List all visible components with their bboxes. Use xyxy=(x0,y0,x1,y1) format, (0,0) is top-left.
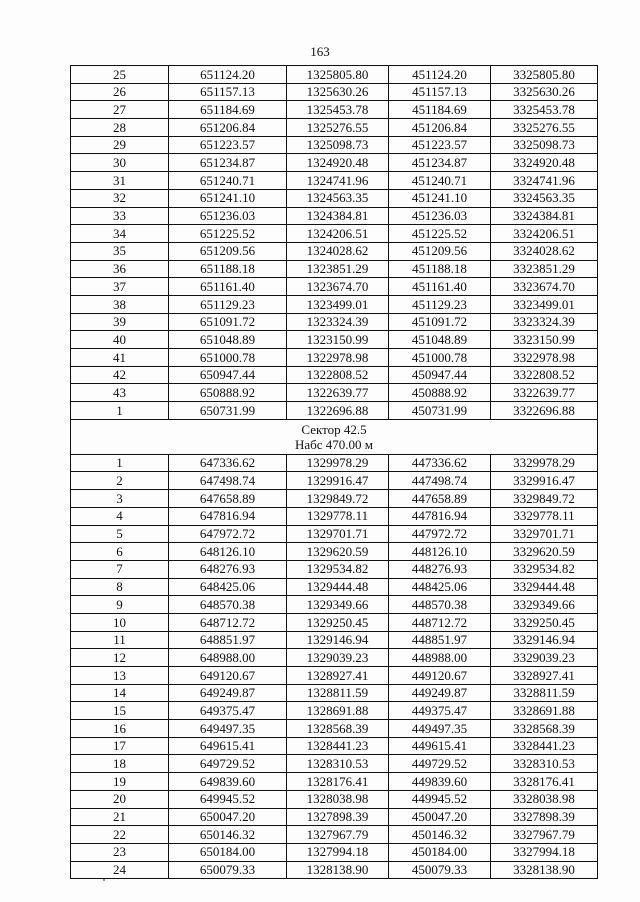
y-local-cell: 3328441.23 xyxy=(491,737,598,755)
x-local-cell: 451223.57 xyxy=(389,136,491,154)
point-number-cell: 8 xyxy=(71,578,169,596)
table-row xyxy=(71,472,598,490)
point-number-cell: 32 xyxy=(71,189,169,207)
point-number-cell: 25 xyxy=(71,66,169,84)
point-number-cell: 41 xyxy=(71,349,169,367)
x-local-cell: 451161.40 xyxy=(389,278,491,296)
x-coordinate-cell: 651048.89 xyxy=(169,331,287,349)
y-coordinate-cell: 1327967.79 xyxy=(287,826,389,844)
x-local-cell: 450184.00 xyxy=(389,843,491,861)
x-coordinate-cell: 648570.38 xyxy=(169,596,287,614)
x-coordinate-cell: 650731.99 xyxy=(169,402,287,420)
table-row xyxy=(71,861,598,879)
x-local-cell: 450047.20 xyxy=(389,808,491,826)
y-local-cell: 3329250.45 xyxy=(491,613,598,631)
x-local-cell: 451209.56 xyxy=(389,242,491,260)
point-number-cell: 10 xyxy=(71,613,169,631)
x-coordinate-cell: 649729.52 xyxy=(169,755,287,773)
y-coordinate-cell: 1324741.96 xyxy=(287,172,389,190)
y-coordinate-cell: 1325098.73 xyxy=(287,136,389,154)
table-row xyxy=(71,366,598,384)
y-coordinate-cell: 1324206.51 xyxy=(287,225,389,243)
y-local-cell: 3328038.98 xyxy=(491,790,598,808)
y-coordinate-cell: 1323324.39 xyxy=(287,313,389,331)
point-number-cell: 26 xyxy=(71,83,169,101)
y-coordinate-cell: 1322639.77 xyxy=(287,384,389,402)
sector-subtitle: Набс 470.00 м xyxy=(294,437,374,453)
y-coordinate-cell: 1329039.23 xyxy=(287,649,389,667)
x-coordinate-cell: 651223.57 xyxy=(169,136,287,154)
y-local-cell: 3329778.11 xyxy=(491,507,598,525)
y-local-cell: 3327898.39 xyxy=(491,808,598,826)
x-local-cell: 450731.99 xyxy=(389,402,491,420)
y-coordinate-cell: 1327898.39 xyxy=(287,808,389,826)
sector-header-cell xyxy=(71,419,598,454)
x-local-cell: 451000.78 xyxy=(389,349,491,367)
y-coordinate-cell: 1322696.88 xyxy=(287,402,389,420)
y-local-cell: 3324384.81 xyxy=(491,207,598,225)
y-coordinate-cell: 1329978.29 xyxy=(287,454,389,472)
x-coordinate-cell: 651000.78 xyxy=(169,349,287,367)
x-coordinate-cell: 650947.44 xyxy=(169,366,287,384)
y-coordinate-cell: 1328138.90 xyxy=(287,861,389,879)
y-local-cell: 3322808.52 xyxy=(491,366,598,384)
y-coordinate-cell: 1324384.81 xyxy=(287,207,389,225)
table-row xyxy=(71,101,598,119)
point-number-cell: 12 xyxy=(71,649,169,667)
y-coordinate-cell: 1322808.52 xyxy=(287,366,389,384)
point-number-cell: 33 xyxy=(71,207,169,225)
x-local-cell: 447972.72 xyxy=(389,525,491,543)
table-row xyxy=(71,172,598,190)
point-number-cell: 18 xyxy=(71,755,169,773)
y-coordinate-cell: 1328176.41 xyxy=(287,773,389,791)
x-local-cell: 449375.47 xyxy=(389,702,491,720)
table-row xyxy=(71,349,598,367)
x-local-cell: 451048.89 xyxy=(389,331,491,349)
x-local-cell: 451206.84 xyxy=(389,119,491,137)
x-coordinate-cell: 651234.87 xyxy=(169,154,287,172)
table-row xyxy=(71,843,598,861)
scan-speck xyxy=(103,879,105,881)
x-coordinate-cell: 650184.00 xyxy=(169,843,287,861)
x-coordinate-cell: 651184.69 xyxy=(169,101,287,119)
point-number-cell: 6 xyxy=(71,543,169,561)
y-coordinate-cell: 1325805.80 xyxy=(287,66,389,84)
x-local-cell: 449729.52 xyxy=(389,755,491,773)
table-row xyxy=(71,720,598,738)
sector-header-group xyxy=(71,419,598,454)
x-coordinate-cell: 647336.62 xyxy=(169,454,287,472)
table-row xyxy=(71,278,598,296)
y-coordinate-cell: 1325276.55 xyxy=(287,119,389,137)
y-coordinate-cell: 1328927.41 xyxy=(287,667,389,685)
x-coordinate-cell: 648126.10 xyxy=(169,543,287,561)
x-coordinate-cell: 650047.20 xyxy=(169,808,287,826)
point-number-cell: 43 xyxy=(71,384,169,402)
x-local-cell: 448851.97 xyxy=(389,631,491,649)
table-row xyxy=(71,260,598,278)
x-local-cell: 447498.74 xyxy=(389,472,491,490)
point-number-cell: 34 xyxy=(71,225,169,243)
y-coordinate-cell: 1322978.98 xyxy=(287,349,389,367)
point-number-cell: 36 xyxy=(71,260,169,278)
table-row xyxy=(71,578,598,596)
x-local-cell: 449839.60 xyxy=(389,773,491,791)
point-number-cell: 15 xyxy=(71,702,169,720)
y-local-cell: 3324741.96 xyxy=(491,172,598,190)
table-row xyxy=(71,613,598,631)
table-row xyxy=(71,384,598,402)
table-row xyxy=(71,631,598,649)
x-local-cell: 449497.35 xyxy=(389,720,491,738)
y-local-cell: 3324563.35 xyxy=(491,189,598,207)
table-row xyxy=(71,154,598,172)
y-coordinate-cell: 1324920.48 xyxy=(287,154,389,172)
coordinates-group-2 xyxy=(71,454,598,879)
x-coordinate-cell: 651091.72 xyxy=(169,313,287,331)
x-local-cell: 450079.33 xyxy=(389,861,491,879)
x-coordinate-cell: 650079.33 xyxy=(169,861,287,879)
y-coordinate-cell: 1328441.23 xyxy=(287,737,389,755)
point-number-cell: 35 xyxy=(71,242,169,260)
x-coordinate-cell: 651161.40 xyxy=(169,278,287,296)
y-local-cell: 3329620.59 xyxy=(491,543,598,561)
y-local-cell: 3325098.73 xyxy=(491,136,598,154)
y-local-cell: 3322639.77 xyxy=(491,384,598,402)
y-coordinate-cell: 1329778.11 xyxy=(287,507,389,525)
x-coordinate-cell: 648425.06 xyxy=(169,578,287,596)
y-coordinate-cell: 1325630.26 xyxy=(287,83,389,101)
x-local-cell: 450146.32 xyxy=(389,826,491,844)
y-local-cell: 3329444.48 xyxy=(491,578,598,596)
x-coordinate-cell: 648851.97 xyxy=(169,631,287,649)
table-row xyxy=(71,295,598,313)
x-local-cell: 450888.92 xyxy=(389,384,491,402)
y-local-cell: 3323324.39 xyxy=(491,313,598,331)
y-coordinate-cell: 1323674.70 xyxy=(287,278,389,296)
y-local-cell: 3322696.88 xyxy=(491,402,598,420)
table-row xyxy=(71,189,598,207)
point-number-cell: 37 xyxy=(71,278,169,296)
y-local-cell: 3329534.82 xyxy=(491,560,598,578)
x-local-cell: 451129.23 xyxy=(389,295,491,313)
table-row xyxy=(71,66,598,84)
y-local-cell: 3328927.41 xyxy=(491,667,598,685)
point-number-cell: 22 xyxy=(71,826,169,844)
x-coordinate-cell: 651157.13 xyxy=(169,83,287,101)
x-coordinate-cell: 651225.52 xyxy=(169,225,287,243)
table-row xyxy=(71,331,598,349)
x-coordinate-cell: 651241.10 xyxy=(169,189,287,207)
y-local-cell: 3324920.48 xyxy=(491,154,598,172)
x-local-cell: 451236.03 xyxy=(389,207,491,225)
y-coordinate-cell: 1329444.48 xyxy=(287,578,389,596)
x-coordinate-cell: 649375.47 xyxy=(169,702,287,720)
y-coordinate-cell: 1329250.45 xyxy=(287,613,389,631)
table-row xyxy=(71,790,598,808)
y-coordinate-cell: 1329620.59 xyxy=(287,543,389,561)
table-row xyxy=(71,649,598,667)
x-local-cell: 449120.67 xyxy=(389,667,491,685)
y-coordinate-cell: 1328811.59 xyxy=(287,684,389,702)
y-local-cell: 3328811.59 xyxy=(491,684,598,702)
table-row xyxy=(71,507,598,525)
y-coordinate-cell: 1329146.94 xyxy=(287,631,389,649)
x-local-cell: 451225.52 xyxy=(389,225,491,243)
x-coordinate-cell: 649249.87 xyxy=(169,684,287,702)
x-local-cell: 448126.10 xyxy=(389,543,491,561)
x-local-cell: 450947.44 xyxy=(389,366,491,384)
y-local-cell: 3328691.88 xyxy=(491,702,598,720)
x-local-cell: 449249.87 xyxy=(389,684,491,702)
x-coordinate-cell: 650146.32 xyxy=(169,826,287,844)
table-row xyxy=(71,119,598,137)
table-row xyxy=(71,136,598,154)
y-local-cell: 3322978.98 xyxy=(491,349,598,367)
x-local-cell: 451241.10 xyxy=(389,189,491,207)
coordinates-group-1 xyxy=(71,66,598,420)
point-number-cell: 1 xyxy=(71,402,169,420)
y-local-cell: 3325805.80 xyxy=(491,66,598,84)
x-local-cell: 451091.72 xyxy=(389,313,491,331)
sector-title: Сектор 42.5 xyxy=(301,422,367,438)
y-local-cell: 3328176.41 xyxy=(491,773,598,791)
x-coordinate-cell: 649615.41 xyxy=(169,737,287,755)
y-coordinate-cell: 1323499.01 xyxy=(287,295,389,313)
y-coordinate-cell: 1323851.29 xyxy=(287,260,389,278)
x-local-cell: 448425.06 xyxy=(389,578,491,596)
table-row xyxy=(71,773,598,791)
y-local-cell: 3329039.23 xyxy=(491,649,598,667)
x-local-cell: 451188.18 xyxy=(389,260,491,278)
x-coordinate-cell: 651129.23 xyxy=(169,295,287,313)
table-row xyxy=(71,755,598,773)
y-local-cell: 3325453.78 xyxy=(491,101,598,119)
y-local-cell: 3323674.70 xyxy=(491,278,598,296)
y-local-cell: 3323499.01 xyxy=(491,295,598,313)
point-number-cell: 23 xyxy=(71,843,169,861)
y-local-cell: 3329146.94 xyxy=(491,631,598,649)
x-coordinate-cell: 651240.71 xyxy=(169,172,287,190)
table-row xyxy=(71,684,598,702)
point-number-cell: 17 xyxy=(71,737,169,755)
table-row xyxy=(71,490,598,508)
point-number-cell: 9 xyxy=(71,596,169,614)
point-number-cell: 5 xyxy=(71,525,169,543)
point-number-cell: 14 xyxy=(71,684,169,702)
y-coordinate-cell: 1329916.47 xyxy=(287,472,389,490)
x-coordinate-cell: 648276.93 xyxy=(169,560,287,578)
x-coordinate-cell: 651188.18 xyxy=(169,260,287,278)
y-local-cell: 3329701.71 xyxy=(491,525,598,543)
table-row xyxy=(71,826,598,844)
point-number-cell: 1 xyxy=(71,454,169,472)
y-local-cell: 3325630.26 xyxy=(491,83,598,101)
y-local-cell: 3327994.18 xyxy=(491,843,598,861)
y-local-cell: 3324206.51 xyxy=(491,225,598,243)
point-number-cell: 42 xyxy=(71,366,169,384)
x-local-cell: 447658.89 xyxy=(389,490,491,508)
y-coordinate-cell: 1329349.66 xyxy=(287,596,389,614)
y-local-cell: 3329978.29 xyxy=(491,454,598,472)
y-coordinate-cell: 1328038.98 xyxy=(287,790,389,808)
table-row xyxy=(71,207,598,225)
y-local-cell: 3327967.79 xyxy=(491,826,598,844)
point-number-cell: 7 xyxy=(71,560,169,578)
table-row xyxy=(71,737,598,755)
point-number-cell: 20 xyxy=(71,790,169,808)
table-row xyxy=(71,313,598,331)
x-coordinate-cell: 647816.94 xyxy=(169,507,287,525)
x-coordinate-cell: 651206.84 xyxy=(169,119,287,137)
x-local-cell: 448570.38 xyxy=(389,596,491,614)
x-local-cell: 451124.20 xyxy=(389,66,491,84)
x-local-cell: 449945.52 xyxy=(389,790,491,808)
table-row xyxy=(71,525,598,543)
x-coordinate-cell: 651124.20 xyxy=(169,66,287,84)
y-coordinate-cell: 1327994.18 xyxy=(287,843,389,861)
y-coordinate-cell: 1323150.99 xyxy=(287,331,389,349)
y-coordinate-cell: 1328691.88 xyxy=(287,702,389,720)
x-local-cell: 448988.00 xyxy=(389,649,491,667)
point-number-cell: 31 xyxy=(71,172,169,190)
table-row xyxy=(71,560,598,578)
table-row xyxy=(71,543,598,561)
table-row xyxy=(71,83,598,101)
y-local-cell: 3324028.62 xyxy=(491,242,598,260)
point-number-cell: 24 xyxy=(71,861,169,879)
x-coordinate-cell: 649839.60 xyxy=(169,773,287,791)
y-local-cell: 3328310.53 xyxy=(491,755,598,773)
x-local-cell: 449615.41 xyxy=(389,737,491,755)
y-local-cell: 3329849.72 xyxy=(491,490,598,508)
x-local-cell: 451157.13 xyxy=(389,83,491,101)
x-coordinate-cell: 649945.52 xyxy=(169,790,287,808)
y-coordinate-cell: 1324028.62 xyxy=(287,242,389,260)
x-local-cell: 447816.94 xyxy=(389,507,491,525)
y-coordinate-cell: 1325453.78 xyxy=(287,101,389,119)
x-local-cell: 451240.71 xyxy=(389,172,491,190)
y-local-cell: 3323851.29 xyxy=(491,260,598,278)
x-coordinate-cell: 651209.56 xyxy=(169,242,287,260)
y-local-cell: 3328568.39 xyxy=(491,720,598,738)
y-coordinate-cell: 1328310.53 xyxy=(287,755,389,773)
point-number-cell: 11 xyxy=(71,631,169,649)
x-coordinate-cell: 647972.72 xyxy=(169,525,287,543)
y-coordinate-cell: 1329849.72 xyxy=(287,490,389,508)
page-number: 163 xyxy=(310,44,330,59)
y-local-cell: 3323150.99 xyxy=(491,331,598,349)
x-coordinate-cell: 648712.72 xyxy=(169,613,287,631)
y-local-cell: 3329916.47 xyxy=(491,472,598,490)
point-number-cell: 2 xyxy=(71,472,169,490)
y-local-cell: 3328138.90 xyxy=(491,861,598,879)
point-number-cell: 40 xyxy=(71,331,169,349)
table-row xyxy=(71,596,598,614)
x-coordinate-cell: 647498.74 xyxy=(169,472,287,490)
sector-header-row xyxy=(71,419,598,454)
point-number-cell: 16 xyxy=(71,720,169,738)
point-number-cell: 21 xyxy=(71,808,169,826)
y-local-cell: 3329349.66 xyxy=(491,596,598,614)
x-local-cell: 451184.69 xyxy=(389,101,491,119)
point-number-cell: 39 xyxy=(71,313,169,331)
y-coordinate-cell: 1329701.71 xyxy=(287,525,389,543)
table-row xyxy=(71,667,598,685)
y-coordinate-cell: 1329534.82 xyxy=(287,560,389,578)
point-number-cell: 4 xyxy=(71,507,169,525)
x-local-cell: 448712.72 xyxy=(389,613,491,631)
point-number-cell: 28 xyxy=(71,119,169,137)
y-coordinate-cell: 1324563.35 xyxy=(287,189,389,207)
point-number-cell: 13 xyxy=(71,667,169,685)
x-coordinate-cell: 649497.35 xyxy=(169,720,287,738)
table-row xyxy=(71,402,598,420)
table-row xyxy=(71,242,598,260)
point-number-cell: 3 xyxy=(71,490,169,508)
x-coordinate-cell: 648988.00 xyxy=(169,649,287,667)
table-row xyxy=(71,225,598,243)
coordinates-table xyxy=(70,65,598,879)
point-number-cell: 38 xyxy=(71,295,169,313)
y-coordinate-cell: 1328568.39 xyxy=(287,720,389,738)
x-local-cell: 451234.87 xyxy=(389,154,491,172)
x-coordinate-cell: 649120.67 xyxy=(169,667,287,685)
x-coordinate-cell: 650888.92 xyxy=(169,384,287,402)
table-row xyxy=(71,454,598,472)
point-number-cell: 27 xyxy=(71,101,169,119)
x-coordinate-cell: 647658.89 xyxy=(169,490,287,508)
x-local-cell: 448276.93 xyxy=(389,560,491,578)
x-local-cell: 447336.62 xyxy=(389,454,491,472)
point-number-cell: 30 xyxy=(71,154,169,172)
x-coordinate-cell: 651236.03 xyxy=(169,207,287,225)
table-row xyxy=(71,808,598,826)
point-number-cell: 19 xyxy=(71,773,169,791)
point-number-cell: 29 xyxy=(71,136,169,154)
table-row xyxy=(71,702,598,720)
y-local-cell: 3325276.55 xyxy=(491,119,598,137)
